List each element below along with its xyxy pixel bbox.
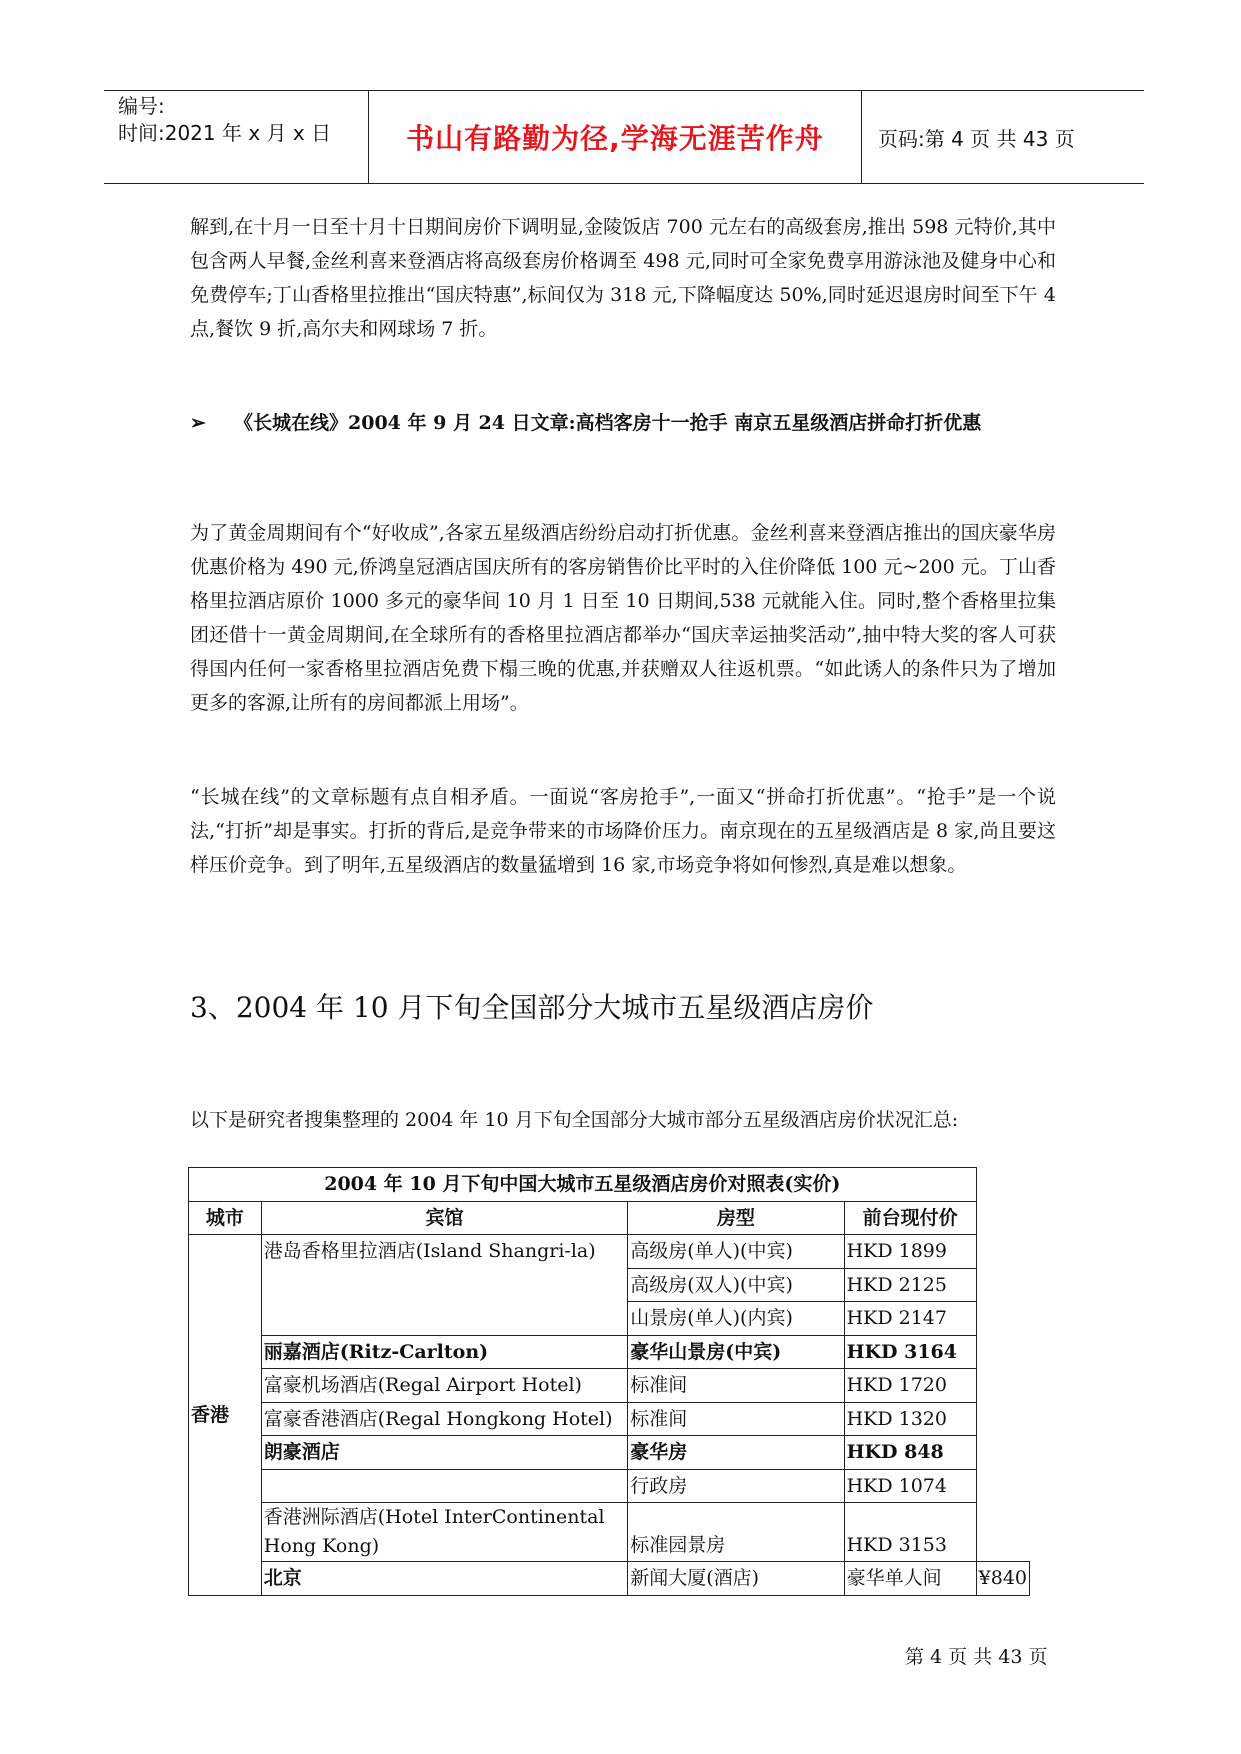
header-motto: 书山有路勤为径,学海无涯苦作舟 — [406, 122, 824, 155]
hotel-rate-table — [188, 1167, 1030, 1596]
page-header — [104, 90, 1144, 184]
table-title-row — [189, 1168, 1030, 1202]
hotel-cell: 富豪机场酒店(Regal Airport Hotel) — [261, 1369, 627, 1403]
price-cell: HKD 3153 — [844, 1503, 976, 1562]
room-type-cell: 标准间 — [628, 1402, 844, 1436]
room-type-cell: 高级房(单人)(中宾) — [628, 1235, 844, 1269]
price-cell: ¥840 — [976, 1562, 1029, 1596]
price-cell: HKD 1074 — [844, 1469, 976, 1503]
city-cell-beijing: 北京 — [261, 1562, 627, 1596]
document-number-label: 编号: — [118, 94, 165, 118]
hotel-cell: 香港洲际酒店(Hotel InterContinental Hong Kong) — [261, 1503, 627, 1562]
room-type-cell: 标准间 — [628, 1369, 844, 1403]
table-row — [189, 1503, 1030, 1562]
table-intro-block — [190, 1103, 1056, 1137]
paragraph-2-block — [190, 516, 1056, 720]
price-cell: HKD 2125 — [844, 1268, 976, 1302]
table-row — [189, 1469, 1030, 1503]
table-row — [189, 1335, 1030, 1369]
paragraph-3: “长城在线”的文章标题有点自相矛盾。一面说“客房抢手”,一面又“拼命打折优惠”。“抢手”是一个说法,“打折”却是事实。打折的背后,是竞争带来的市场降价压力。南京现在的五星级酒店是 8 家,尚且要这样压价竞争。到了明年,五星级酒店的数量猛增到 16 家,市场竞争将如何惨烈,真是难以想象。 — [190, 786, 1056, 876]
table-row — [189, 1562, 1030, 1596]
table-intro: 以下是研究者搜集整理的 2004 年 10 月下旬全国部分大城市部分五星级酒店房价状况汇总: — [190, 1109, 959, 1131]
header-left-cell — [104, 91, 368, 183]
paragraph-3-block — [190, 780, 1056, 882]
header-motto-cell — [368, 91, 862, 183]
table-header-row — [189, 1201, 1030, 1235]
table-row — [189, 1369, 1030, 1403]
bullet-arrow-icon: ➢ — [190, 412, 206, 434]
hotel-cell: 朗豪酒店 — [261, 1436, 627, 1470]
hotel-cell — [261, 1469, 627, 1503]
hotel-cell: 港岛香格里拉酒店(Island Shangri-la) — [261, 1235, 627, 1336]
hotel-cell: 丽嘉酒店(Ritz-Carlton) — [261, 1335, 627, 1369]
price-cell: HKD 2147 — [844, 1302, 976, 1336]
hotel-cell: 富豪香港酒店(Regal Hongkong Hotel) — [261, 1402, 627, 1436]
city-cell-hongkong: 香港 — [189, 1235, 262, 1596]
room-type-cell: 山景房(单人)(内宾) — [628, 1302, 844, 1336]
section-heading: 3、2004 年 10 月下旬全国部分大城市五星级酒店房价 — [190, 991, 874, 1024]
column-header-price: 前台现付价 — [844, 1201, 976, 1235]
room-type-cell: 豪华单人间 — [844, 1562, 976, 1596]
table-row — [189, 1436, 1030, 1470]
document-time-label: 时间:2021 年 x 月 x 日 — [118, 121, 332, 145]
price-cell: HKD 1899 — [844, 1235, 976, 1269]
table-row — [189, 1235, 1030, 1269]
column-header-hotel: 宾馆 — [261, 1201, 627, 1235]
bullet-headline: 《长城在线》2004 年 9 月 24 日文章:高档客房十一抢手 南京五星级酒店拼命打折优惠 — [234, 412, 982, 434]
price-cell: HKD 1720 — [844, 1369, 976, 1403]
room-type-cell: 行政房 — [628, 1469, 844, 1503]
room-type-cell: 高级房(双人)(中宾) — [628, 1268, 844, 1302]
paragraph-2: 为了黄金周期间有个“好收成”,各家五星级酒店纷纷启动打折优惠。金丝利喜来登酒店推出的国庆豪华房优惠价格为 490 元,侨鸿皇冠酒店国庆所有的客房销售价比平时的入住价降低 100 元~200 元。丁山香格里拉酒店原价 1000 多元的豪华间 10 月 1 日至 10 日期间,538 元就能入住。同时,整个香格里拉集团还借十一黄金周期间,在全球所有的香格里拉酒店都举办“国庆幸运抽奖活动”,抽中特大奖的客人可获得国内任何一家香格里拉酒店免费下榻三晚的优惠,并获赠双人往返机票。“如此诱人的条件只为了增加更多的客源,让所有的房间都派上用场”。 — [190, 522, 1056, 714]
price-cell: HKD 848 — [844, 1436, 976, 1470]
room-type-cell: 豪华房 — [628, 1436, 844, 1470]
table-row — [189, 1402, 1030, 1436]
column-header-room-type: 房型 — [628, 1201, 844, 1235]
paragraph-1: 解到,在十月一日至十月十日期间房价下调明显,金陵饭店 700 元左右的高级套房,推出 598 元特价,其中包含两人早餐,金丝利喜来登酒店将高级套房价格调至 498 元,同时可全家免费享用游泳池及健身中心和免费停车;丁山香格里拉推出“国庆特惠”,标间仅为 318 元,下降幅度达 50%,同时延迟退房时间至下午 4 点,餐饮 9 折,高尔夫和网球场 7 折。 — [190, 216, 1056, 340]
article-bullet — [190, 406, 1056, 440]
column-header-city: 城市 — [189, 1201, 262, 1235]
price-cell: HKD 1320 — [844, 1402, 976, 1436]
price-cell: HKD 3164 — [844, 1335, 976, 1369]
room-type-cell: 豪华山景房(中宾) — [628, 1335, 844, 1369]
hotel-cell: 新闻大厦(酒店) — [628, 1562, 844, 1596]
room-type-cell: 标准园景房 — [628, 1503, 844, 1562]
table-title: 2004 年 10 月下旬中国大城市五星级酒店房价对照表(实价) — [189, 1168, 977, 1202]
paragraph-1-block — [190, 210, 1056, 346]
page-footer: 第 4 页 共 43 页 — [905, 1646, 1048, 1668]
header-page-info: 页码:第 4 页 共 43 页 — [878, 126, 1075, 151]
